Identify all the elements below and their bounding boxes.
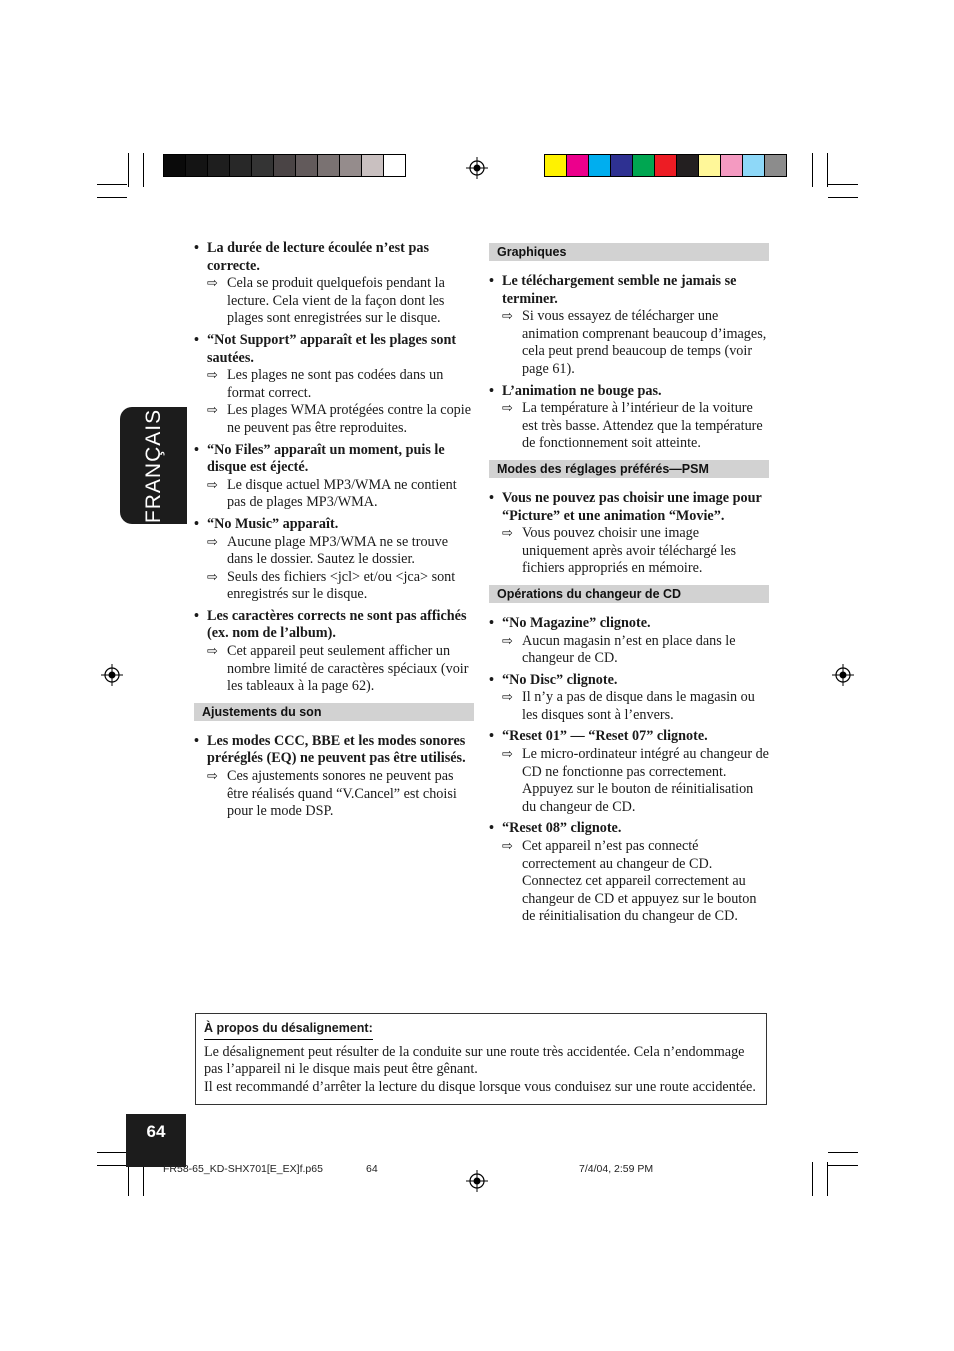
language-tab [120,407,187,524]
solution-text [489,746,769,816]
arrow-right-icon: ⇨ [207,644,218,660]
symptom-text: “No Files” apparaît un moment, puis le disque est éjecté. [207,441,445,476]
solution-label: Il n’y a pas de disque dans le magasin ou les disques sont à l’envers. [522,689,755,723]
color-swatch [362,155,384,176]
note-title: À propos du désalignement: [204,1020,373,1040]
bullet-icon: • [489,671,494,688]
solution-text [489,400,769,453]
footer-filename: FR58-65_KD-SHX701[E_EX]f.p65 [163,1163,323,1175]
troubleshooting-list [489,615,769,926]
footer-date: 7/4/04, 2:59 PM [579,1163,654,1175]
symptom-text: La durée de lecture écoulée n’est pas correcte. [207,240,429,274]
solution-text [194,402,474,437]
color-swatch [340,155,362,176]
symptom-text: “Reset 08” clignote. [502,820,622,837]
symptom-text: “Not Support” apparaît et les plages sont sautées. [207,331,457,366]
list-item [194,608,474,696]
color-swatch [677,155,699,176]
section-heading-graphics: Graphiques [489,243,769,261]
note-box [195,1013,767,1105]
arrow-right-icon: ⇨ [207,534,218,550]
color-swatch [699,155,721,176]
symptom-text: Le téléchargement semble ne jamais se terminer. [502,273,737,307]
color-swatch [318,155,340,176]
color-swatch [721,155,743,176]
section-heading-psm: Modes des réglages préférés—PSM [489,460,769,478]
arrow-right-icon: ⇨ [207,368,218,384]
solution-text [489,525,769,578]
solution-text [194,768,474,821]
color-swatch [186,155,208,176]
troubleshooting-list [489,273,769,453]
arrow-right-icon: ⇨ [502,747,513,763]
symptom-text: Les modes CCC, BBE et les modes sonores préréglés (EQ) ne peuvent pas être utilisés. [207,732,466,767]
color-swatch [208,155,230,176]
solution-label: Cet appareil peut seulement afficher un nombre limité de caractères spéciaux (voir les tableaux à la page 62). [227,643,469,695]
arrow-right-icon: ⇨ [207,769,218,785]
arrow-right-icon: ⇨ [207,403,218,419]
arrow-right-icon: ⇨ [502,401,513,417]
arrow-right-icon: ⇨ [207,276,218,292]
color-swatch [655,155,677,176]
bullet-icon: • [194,331,199,348]
arrow-right-icon: ⇨ [207,477,218,493]
color-swatch [164,155,186,176]
bullet-icon: • [194,732,199,749]
color-swatch [384,155,405,176]
list-item [194,516,474,604]
left-column [194,240,474,825]
bullet-icon: • [489,489,494,506]
section-heading-cd-changer: Opérations du changeur de CD [489,585,769,603]
solution-text [194,275,474,328]
solution-label: La température à l’intérieur de la voiture est très basse. Attendez que la température de fonctionnement soit atteinte. [522,400,763,452]
note-text-1: Le désalignement peut résulter de la conduite sur une route très accidentée. Cela n’endommage pas l’appareil ni le disque mais peut être gênant. [204,1043,745,1078]
color-swatch [765,155,786,176]
arrow-right-icon: ⇨ [502,526,513,542]
solution-label: Les plages WMA protégées contre la copie ne peuvent pas être reproduites. [227,402,471,436]
solution-label: Vous pouvez choisir une image uniquement après avoir téléchargé les fichiers appropriés en mémoire. [522,525,737,577]
footer-page: 64 [366,1163,378,1175]
list-item [489,383,769,453]
color-swatch [252,155,274,176]
bullet-icon: • [194,240,199,256]
language-tab-label: FRANÇAIS [141,408,165,523]
color-swatch [296,155,318,176]
page-number: 64 [126,1114,186,1167]
solution-label: Les plages ne sont pas codées dans un format correct. [227,367,444,401]
symptom-text: Les caractères corrects ne sont pas affichés (ex. nom de l’album). [207,607,467,642]
color-swatch [633,155,655,176]
arrow-right-icon: ⇨ [502,839,513,855]
solution-label: Le disque actuel MP3/WMA ne contient pas de plages MP3/WMA. [227,476,457,511]
bullet-icon: • [489,820,494,837]
registration-mark-icon [101,664,123,686]
solution-label: Si vous essayez de télécharger une animation comprenant beaucoup d’images, cela peut prend beaucoup de temps (voir page 61). [522,308,767,377]
registration-mark-icon [832,664,854,686]
symptom-text: “No Magazine” clignote. [502,614,651,631]
symptom-text: Vous ne pouvez pas choisir une image pour “Picture” et une animation “Movie”. [502,489,762,524]
list-item [194,332,474,438]
registration-mark-icon [466,1170,488,1192]
color-swatch [567,155,589,176]
grayscale-color-bar [163,154,406,177]
note-text-2: Il est recommandé d’arrêter la lecture du disque lorsque vous conduisez sur une route accidentée. [204,1078,756,1095]
color-swatch [743,155,765,176]
bullet-icon: • [194,515,199,532]
solution-label: Aucune plage MP3/WMA ne se trouve dans le dossier. Sautez le dossier. [227,533,449,568]
solution-text [489,838,769,926]
arrow-right-icon: ⇨ [502,309,513,325]
solution-text [489,308,769,378]
arrow-right-icon: ⇨ [207,569,218,585]
list-item [489,672,769,725]
list-item [194,733,474,821]
list-item [489,820,769,926]
solution-label: Ces ajustements sonores ne peuvent pas être réalisés quand “V.Cancel” est choisi pour le mode DSP. [227,768,457,820]
solution-text [194,569,474,604]
bullet-icon: • [194,441,199,458]
bullet-icon: • [194,607,199,624]
process-color-bar [544,154,787,177]
solution-text [489,689,769,724]
symptom-text: “No Music” apparaît. [207,515,339,532]
list-item [489,615,769,668]
color-swatch [545,155,567,176]
solution-label: Cet appareil n’est pas connecté correctement au changeur de CD. Connectez cet appareil correctement au changeur de CD et appuyez sur le bouton de réinitialisation du changeur de CD. [522,838,757,925]
bullet-icon: • [489,273,494,289]
troubleshooting-list [194,240,474,696]
list-item [194,240,474,328]
bullet-icon: • [489,382,494,399]
troubleshooting-list [194,733,474,821]
solution-label: Cela se produit quelquefois pendant la lecture. Cela vient de la façon dont les plages sont enregistrées sur le disque. [227,275,445,327]
list-item [194,442,474,512]
solution-text [489,633,769,668]
arrow-right-icon: ⇨ [502,690,513,706]
bullet-icon: • [489,728,494,745]
symptom-text: L’animation ne bouge pas. [502,382,662,399]
color-swatch [230,155,252,176]
solution-text [194,367,474,402]
color-swatch [589,155,611,176]
right-column [489,240,769,930]
solution-label: Le micro-ordinateur intégré au changeur de CD ne fonctionne pas correctement. Appuyez sur le bouton de réinitialisation du changeur de CD. [522,746,769,815]
solution-text [194,643,474,696]
solution-text [194,477,474,512]
symptom-text: “Reset 01” — “Reset 07” clignote. [502,728,708,745]
arrow-right-icon: ⇨ [502,633,513,649]
symptom-text: “No Disc” clignote. [502,671,618,688]
list-item [489,728,769,816]
bullet-icon: • [489,614,494,631]
solution-label: Seuls des fichiers <jcl> et/ou <jca> sont enregistrés sur le disque. [227,568,456,603]
solution-text [194,534,474,569]
color-swatch [611,155,633,176]
registration-mark-icon [466,157,488,179]
troubleshooting-list [489,490,769,578]
solution-label: Aucun magasin n’est en place dans le changeur de CD. [522,632,736,667]
list-item [489,273,769,379]
list-item [489,490,769,578]
color-swatch [274,155,296,176]
section-heading-sound: Ajustements du son [194,703,474,721]
